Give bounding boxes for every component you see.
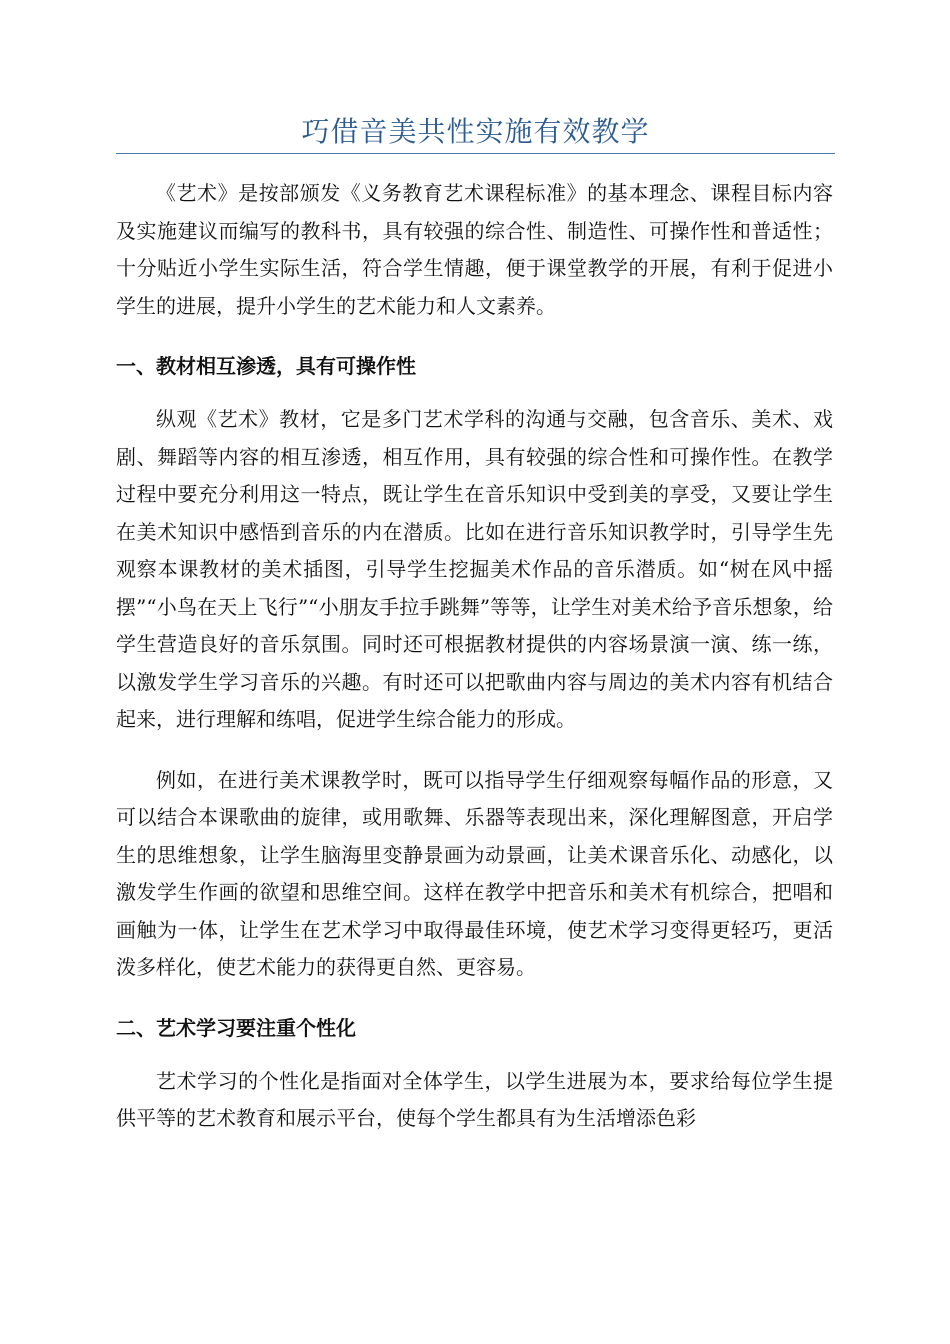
section-1-paragraph-2: 例如，在进行美术课教学时，既可以指导学生仔细观察每幅作品的形意，又可以结合本课歌曲的旋律，或用歌舞、乐器等表现出来，深化理解图意，开启学生的思维想象，让学生脑海里变静景画为动景画，让美术课音乐化、动感化，以激发学生作画的欲望和思维空间。这样在教学中把音乐和美术有机综合，把唱和画触为一体，让学生在艺术学习中取得最佳环境，使艺术学习变得更轻巧，更活泼多样化，使艺术能力的获得更自然、更容易。 (116, 767, 833, 979)
section-1-heading: 一、教材相互渗透，具有可操作性 (116, 354, 416, 378)
intro-paragraph: 《艺术》是按部颁发《义务教育艺术课程标准》的基本理念、课程目标内容及实施建议而编写的教科书，具有较强的综合性、制造性、可操作性和普适性；十分贴近小学生实际生活，符合学生情趣，便于课堂教学的开展，有利于促进小学生的进展，提升小学生的艺术能力和人文素养。 (116, 181, 833, 318)
section-2-paragraph-1: 艺术学习的个性化是指面对全体学生，以学生进展为本，要求给每位学生提供平等的艺术教育和展示平台，使每个学生都具有为生活增添色彩 (116, 1068, 833, 1130)
section-2-heading: 二、艺术学习要注重个性化 (116, 1015, 356, 1040)
document-body (116, 175, 833, 1138)
section-1-paragraph-1: 纵观《艺术》教材，它是多门艺术学科的沟通与交融，包含音乐、美术、戏剧、舞蹈等内容的相互渗透，相互作用，具有较强的综合性和可操作性。在教学过程中要充分利用这一特点，既让学生在音乐知识中受到美的享受，又要让学生在美术知识中感悟到音乐的内在潜质。比如在进行音乐知识教学时，引导学生先观察本课教材的美术插图，引导学生挖掘美术作品的音乐潜质。如“树在风中摇摆”“小鸟在天上飞行”“小朋友手拉手跳舞”等等，让学生对美术给予音乐想象，给学生营造良好的音乐氛围。同时还可根据教材提供的内容场景演一演、练一练，以激发学生学习音乐的兴趣。有时还可以把歌曲内容与周边的美术内容有机结合起来，进行理解和练唱，促进学生综合能力的形成。 (116, 407, 833, 731)
title-underline (116, 153, 835, 154)
document-title: 巧借音美共性实施有效教学 (301, 115, 650, 148)
